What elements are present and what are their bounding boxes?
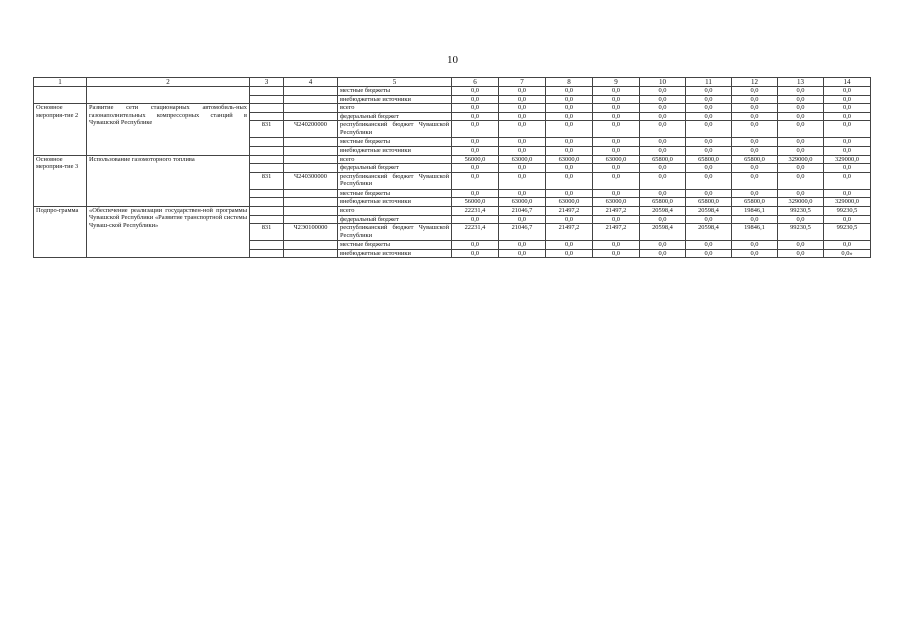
header-cell: 7 <box>499 78 546 87</box>
ministry-code-cell: 831 <box>250 121 284 138</box>
value-cell: 0,0 <box>499 241 546 250</box>
value-cell: 0,0 <box>640 172 686 189</box>
budget-class-code-cell <box>284 198 338 207</box>
activity-name <box>87 87 250 104</box>
value-cell: 0,0 <box>593 241 640 250</box>
value-cell: 0,0 <box>546 249 593 258</box>
value-cell: 65800,0 <box>732 155 778 164</box>
value-cell: 0,0 <box>593 138 640 147</box>
ministry-code-cell <box>250 87 284 96</box>
budget-class-code-cell <box>284 249 338 258</box>
value-cell: 0,0 <box>778 189 824 198</box>
value-cell: 63000,0 <box>593 198 640 207</box>
value-cell: 22231,4 <box>452 224 499 241</box>
value-cell: 0,0 <box>499 104 546 113</box>
value-cell: 20598,4 <box>640 206 686 215</box>
value-cell: 0,0 <box>499 112 546 121</box>
ministry-code-cell <box>250 138 284 147</box>
value-cell: 0,0 <box>824 138 871 147</box>
budget-class-code-cell <box>284 155 338 164</box>
funding-source-cell: всего <box>338 206 452 215</box>
value-cell: 0,0 <box>452 121 499 138</box>
value-cell: 0,0 <box>499 87 546 96</box>
value-cell: 99230,5 <box>778 206 824 215</box>
ministry-code-cell <box>250 215 284 224</box>
value-cell: 63000,0 <box>546 155 593 164</box>
value-cell: 0,0 <box>686 121 732 138</box>
ministry-code-cell <box>250 95 284 104</box>
value-cell: 0,0 <box>593 164 640 173</box>
value-cell: 0,0 <box>778 241 824 250</box>
value-cell: 0,0 <box>499 95 546 104</box>
header-cell: 1 <box>34 78 87 87</box>
value-cell: 0,0 <box>546 164 593 173</box>
value-cell: 0,0 <box>778 215 824 224</box>
funding-source-cell: федеральный бюджет <box>338 164 452 173</box>
value-cell: 0,0 <box>778 121 824 138</box>
value-cell: 0,0 <box>778 146 824 155</box>
value-cell: 0,0 <box>546 241 593 250</box>
value-cell: 0,0 <box>499 249 546 258</box>
funding-source-cell: внебюджетные источники <box>338 95 452 104</box>
value-cell: 0,0 <box>640 249 686 258</box>
value-cell: 0,0 <box>824 112 871 121</box>
value-cell: 0,0 <box>546 189 593 198</box>
value-cell: 0,0 <box>499 189 546 198</box>
header-cell: 3 <box>250 78 284 87</box>
value-cell: 0,0 <box>824 95 871 104</box>
value-cell: 21046,7 <box>499 224 546 241</box>
value-cell: 0,0 <box>824 172 871 189</box>
value-cell: 0,0 <box>686 172 732 189</box>
value-cell: 0,0 <box>732 249 778 258</box>
budget-class-code-cell: Ч240300000 <box>284 172 338 189</box>
ministry-code-cell <box>250 112 284 121</box>
budget-class-code-cell <box>284 104 338 113</box>
value-cell: 20598,4 <box>640 224 686 241</box>
value-cell: 56000,0 <box>452 155 499 164</box>
value-cell: 0,0 <box>824 164 871 173</box>
value-cell: 63000,0 <box>499 198 546 207</box>
value-cell: 0,0 <box>452 241 499 250</box>
value-cell: 0,0 <box>499 172 546 189</box>
ministry-code-cell <box>250 241 284 250</box>
value-cell: 0,0 <box>452 146 499 155</box>
value-cell: 0,0 <box>452 138 499 147</box>
value-cell: 0,0 <box>452 249 499 258</box>
value-cell: 0,0 <box>640 215 686 224</box>
funding-source-cell: всего <box>338 104 452 113</box>
value-cell: 19846,1 <box>732 224 778 241</box>
table-row <box>34 104 871 113</box>
activity-label: Основное мероприя-тие 2 <box>34 104 87 155</box>
header-cell: 9 <box>593 78 640 87</box>
value-cell: 21497,2 <box>546 206 593 215</box>
value-cell: 0,0 <box>778 87 824 96</box>
header-cell: 8 <box>546 78 593 87</box>
value-cell: 329000,0 <box>824 198 871 207</box>
value-cell: 0,0 <box>732 172 778 189</box>
value-cell: 0,0 <box>686 249 732 258</box>
header-cell: 14 <box>824 78 871 87</box>
value-cell: 19846,1 <box>732 206 778 215</box>
value-cell: 0,0 <box>452 87 499 96</box>
funding-source-cell: республиканский бюджет Чувашской Республики <box>338 224 452 241</box>
value-cell: 99230,5 <box>778 224 824 241</box>
funding-source-cell: внебюджетные источники <box>338 146 452 155</box>
value-cell: 63000,0 <box>499 155 546 164</box>
value-cell: 0,0 <box>593 146 640 155</box>
value-cell: 0,0 <box>546 172 593 189</box>
value-cell: 0,0 <box>778 138 824 147</box>
value-cell: 0,0» <box>824 249 871 258</box>
value-cell: 0,0 <box>640 87 686 96</box>
value-cell: 63000,0 <box>593 155 640 164</box>
activity-label <box>34 87 87 104</box>
ministry-code-cell <box>250 206 284 215</box>
funding-source-cell: федеральный бюджет <box>338 112 452 121</box>
ministry-code-cell <box>250 146 284 155</box>
value-cell: 0,0 <box>593 249 640 258</box>
header-cell: 10 <box>640 78 686 87</box>
value-cell: 0,0 <box>593 189 640 198</box>
value-cell: 0,0 <box>452 189 499 198</box>
header-cell: 5 <box>338 78 452 87</box>
value-cell: 65800,0 <box>640 155 686 164</box>
budget-class-code-cell <box>284 138 338 147</box>
header-cell: 12 <box>732 78 778 87</box>
value-cell: 0,0 <box>546 87 593 96</box>
funding-source-cell: федеральный бюджет <box>338 215 452 224</box>
value-cell: 0,0 <box>640 241 686 250</box>
value-cell: 0,0 <box>640 164 686 173</box>
activity-name: Использование газомоторного топлива <box>87 155 250 206</box>
value-cell: 63000,0 <box>546 198 593 207</box>
value-cell: 0,0 <box>732 121 778 138</box>
budget-class-code-cell <box>284 189 338 198</box>
value-cell: 0,0 <box>546 112 593 121</box>
funding-source-cell: местные бюджеты <box>338 87 452 96</box>
ministry-code-cell <box>250 155 284 164</box>
value-cell: 0,0 <box>546 146 593 155</box>
budget-class-code-cell <box>284 206 338 215</box>
value-cell: 0,0 <box>686 164 732 173</box>
value-cell: 0,0 <box>732 112 778 121</box>
header-cell: 6 <box>452 78 499 87</box>
value-cell: 0,0 <box>546 121 593 138</box>
budget-class-code-cell <box>284 87 338 96</box>
budget-class-code-cell <box>284 241 338 250</box>
budget-class-code-cell: Ч240200000 <box>284 121 338 138</box>
value-cell: 99230,5 <box>824 206 871 215</box>
value-cell: 0,0 <box>546 215 593 224</box>
value-cell: 0,0 <box>778 164 824 173</box>
value-cell: 0,0 <box>732 146 778 155</box>
budget-class-code-cell <box>284 164 338 173</box>
value-cell: 0,0 <box>499 215 546 224</box>
value-cell: 0,0 <box>593 121 640 138</box>
value-cell: 0,0 <box>546 138 593 147</box>
funding-source-cell: республиканский бюджет Чувашской Республики <box>338 121 452 138</box>
value-cell: 0,0 <box>732 215 778 224</box>
value-cell: 0,0 <box>778 104 824 113</box>
value-cell: 329000,0 <box>778 155 824 164</box>
value-cell: 0,0 <box>640 138 686 147</box>
value-cell: 0,0 <box>824 121 871 138</box>
value-cell: 0,0 <box>732 241 778 250</box>
ministry-code-cell <box>250 104 284 113</box>
value-cell: 0,0 <box>640 121 686 138</box>
value-cell: 0,0 <box>640 146 686 155</box>
table-row <box>34 206 871 215</box>
value-cell: 0,0 <box>824 189 871 198</box>
value-cell: 0,0 <box>686 87 732 96</box>
value-cell: 0,0 <box>593 112 640 121</box>
value-cell: 0,0 <box>452 95 499 104</box>
activity-label: Подпро-грамма <box>34 206 87 257</box>
value-cell: 0,0 <box>824 87 871 96</box>
value-cell: 0,0 <box>778 95 824 104</box>
value-cell: 0,0 <box>778 172 824 189</box>
value-cell: 22231,4 <box>452 206 499 215</box>
value-cell: 0,0 <box>732 104 778 113</box>
value-cell: 0,0 <box>686 112 732 121</box>
value-cell: 0,0 <box>824 241 871 250</box>
value-cell: 0,0 <box>452 112 499 121</box>
funding-source-cell: внебюджетные источники <box>338 198 452 207</box>
value-cell: 0,0 <box>452 164 499 173</box>
ministry-code-cell: 831 <box>250 172 284 189</box>
value-cell: 0,0 <box>546 104 593 113</box>
value-cell: 0,0 <box>824 215 871 224</box>
value-cell: 329000,0 <box>778 198 824 207</box>
budget-class-code-cell <box>284 215 338 224</box>
value-cell: 0,0 <box>686 138 732 147</box>
value-cell: 65800,0 <box>686 198 732 207</box>
value-cell: 0,0 <box>686 95 732 104</box>
value-cell: 21046,7 <box>499 206 546 215</box>
funding-source-cell: республиканский бюджет Чувашской Республики <box>338 172 452 189</box>
budget-class-code-cell <box>284 112 338 121</box>
funding-source-cell: местные бюджеты <box>338 138 452 147</box>
header-cell: 11 <box>686 78 732 87</box>
header-cell: 4 <box>284 78 338 87</box>
value-cell: 21497,2 <box>593 206 640 215</box>
value-cell: 0,0 <box>732 138 778 147</box>
value-cell: 65800,0 <box>686 155 732 164</box>
value-cell: 0,0 <box>640 112 686 121</box>
ministry-code-cell <box>250 189 284 198</box>
value-cell: 0,0 <box>499 146 546 155</box>
table-row <box>34 155 871 164</box>
value-cell: 0,0 <box>452 215 499 224</box>
value-cell: 0,0 <box>546 95 593 104</box>
page-number: 10 <box>447 54 458 66</box>
value-cell: 20598,4 <box>686 224 732 241</box>
budget-table <box>33 77 871 258</box>
value-cell: 65800,0 <box>640 198 686 207</box>
value-cell: 0,0 <box>778 112 824 121</box>
value-cell: 0,0 <box>686 146 732 155</box>
value-cell: 0,0 <box>824 104 871 113</box>
budget-class-code-cell <box>284 146 338 155</box>
header-cell: 2 <box>87 78 250 87</box>
budget-class-code-cell <box>284 95 338 104</box>
header-cell: 13 <box>778 78 824 87</box>
value-cell: 0,0 <box>686 189 732 198</box>
value-cell: 0,0 <box>686 104 732 113</box>
value-cell: 56000,0 <box>452 198 499 207</box>
value-cell: 0,0 <box>686 241 732 250</box>
budget-class-code-cell: Ч2Э0100000 <box>284 224 338 241</box>
value-cell: 0,0 <box>499 138 546 147</box>
value-cell: 0,0 <box>452 172 499 189</box>
funding-source-cell: местные бюджеты <box>338 189 452 198</box>
value-cell: 0,0 <box>778 249 824 258</box>
value-cell: 329000,0 <box>824 155 871 164</box>
value-cell: 0,0 <box>732 164 778 173</box>
value-cell: 0,0 <box>593 95 640 104</box>
value-cell: 0,0 <box>732 87 778 96</box>
value-cell: 99230,5 <box>824 224 871 241</box>
ministry-code-cell: 831 <box>250 224 284 241</box>
activity-label: Основное мероприя-тие 3 <box>34 155 87 206</box>
ministry-code-cell <box>250 198 284 207</box>
value-cell: 0,0 <box>824 146 871 155</box>
activity-name: Развитие сети стационарных автомобиль-ных газонаполнительных компрессорных станций в Чувашской Республике <box>87 104 250 155</box>
ministry-code-cell <box>250 164 284 173</box>
value-cell: 0,0 <box>499 164 546 173</box>
header-row <box>34 78 871 87</box>
value-cell: 0,0 <box>593 215 640 224</box>
value-cell: 0,0 <box>640 189 686 198</box>
funding-source-cell: всего <box>338 155 452 164</box>
value-cell: 0,0 <box>452 104 499 113</box>
value-cell: 0,0 <box>593 172 640 189</box>
value-cell: 0,0 <box>640 104 686 113</box>
value-cell: 21497,2 <box>546 224 593 241</box>
value-cell: 65800,0 <box>732 198 778 207</box>
funding-source-cell: местные бюджеты <box>338 241 452 250</box>
ministry-code-cell <box>250 249 284 258</box>
value-cell: 0,0 <box>593 87 640 96</box>
table-row <box>34 87 871 96</box>
value-cell: 0,0 <box>640 95 686 104</box>
value-cell: 0,0 <box>732 189 778 198</box>
value-cell: 21497,2 <box>593 224 640 241</box>
value-cell: 0,0 <box>732 95 778 104</box>
value-cell: 0,0 <box>686 215 732 224</box>
value-cell: 20598,4 <box>686 206 732 215</box>
activity-name: «Обеспечение реализации государствен-ной программы Чувашской Республики «Развитие транспортной системы Чуваш-ской Республики» <box>87 206 250 257</box>
funding-source-cell: внебюджетные источники <box>338 249 452 258</box>
value-cell: 0,0 <box>499 121 546 138</box>
value-cell: 0,0 <box>593 104 640 113</box>
